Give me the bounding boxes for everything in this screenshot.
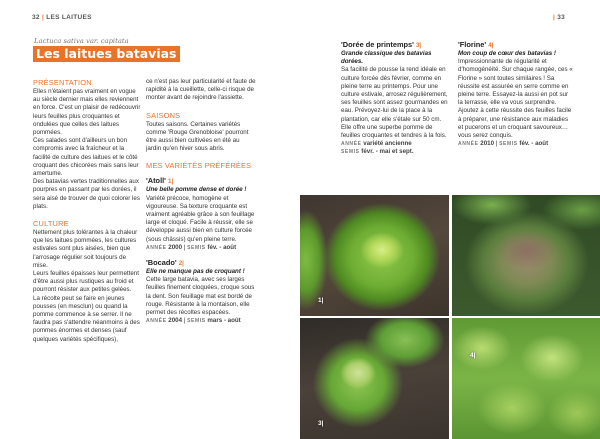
photo-ref: 4| <box>488 42 494 49</box>
photo-ref: 2| <box>178 260 184 268</box>
section-heading-saisons: SAISONS <box>146 110 181 120</box>
text-column-2 <box>146 78 256 325</box>
section-heading-presentation: PRÉSENTATION <box>33 78 92 87</box>
paragraph: Ces salades sont d'ailleurs un bon compromis avec la fraîcheur et la facilité de culture des laitues et le côté croquant des chicorées mais sans leur amertume. <box>33 137 139 178</box>
variety-name: 'Bocado' 2| <box>146 258 184 268</box>
photo-lettuce-atoll <box>300 195 449 316</box>
photo-label: 1| <box>318 297 324 304</box>
variety-name: 'Florine' 4| <box>458 40 494 49</box>
variety-tagline: Elle ne manque pas de croquant ! <box>146 268 245 276</box>
paragraph: Elles n'étaient pas vraiment en vogue au siècle dernier mais elles reviennent en force. C'est un plaisir de redécouvrir leurs feuilles plus croquantes et ondulées que celles des laitues pommées. <box>33 88 141 137</box>
variety-description: Sa facilité de pousse la rend idéale en culture forcée dès février, comme en pleine terre au printemps. Pour une culture estivale, arrosez régulièrement, ses feuilles sont assez gourmandes en eau. Prévoyez-lui de la place à la plantation, car elle s'étale sur 50 cm. Elle offre une superbe pomme de feuilles croquantes et tendres à la fois. <box>341 66 448 140</box>
photo-label: 3| <box>318 420 324 427</box>
latin-name: Lactuca sativa var. capitata <box>34 37 129 45</box>
folio-separator: | <box>553 14 556 21</box>
variety-name: 'Dorée de printemps' 3| <box>341 40 422 49</box>
photo-ref: 3| <box>415 42 422 49</box>
section-heading-culture: CULTURE <box>33 219 69 229</box>
page-number: 33 <box>557 14 566 21</box>
variety-atoll <box>146 176 256 252</box>
variety-description: Variété précoce, homogène et vigoureuse. Sa texture croquante est vraiment agréable grâce à son feuillage large et cloqué. Facile à réussir, elle se développe aussi bien en culture forcée (sous châssis) qu'en pleine terre. <box>146 194 255 243</box>
photo-lettuce-doree-de-printemps <box>300 318 449 439</box>
variety-meta: ANNÉE 2000 | SEMIS fév. - août <box>146 243 237 251</box>
variety-tagline: Une belle pomme dense et dorée ! <box>146 186 247 194</box>
paragraph: Leurs feuilles épaisses leur permettent d'être aussi plus rustiques au froid et pourront résister aux petites gelées. <box>33 270 139 294</box>
variety-meta: ANNÉE 2004 | SEMIS mars - août <box>146 317 241 325</box>
text-column-1 <box>33 78 141 344</box>
variety-meta-semis: SEMIS févr. - mai et sept. <box>341 148 414 156</box>
page-number: 32 <box>32 14 40 21</box>
paragraph: Des batavias vertes traditionnelles aux pourpres en passant par les dorées, il sera aisé de trouver de quoi colorer les plats. <box>33 178 140 210</box>
paragraph: La récolte peut se faire en jeunes pousses (en mesclun) ou quand la pomme commence à se serrer. Il ne faudra pas s'attendre néanmoins à des pommes énormes et denses (sauf quelques variétés spécifiques), <box>33 294 140 343</box>
section-heading-varieties: MES VARIÉTÉS PRÉFÉRÉES <box>146 161 252 171</box>
paragraph: ce n'est pas leur particularité et faute de rapidité à la cueillette, celle-ci risque de monter avant de rejoindre l'assiette. <box>146 78 256 102</box>
page-folio-left <box>32 14 92 21</box>
variety-meta-annee: ANNÉE variété ancienne <box>341 140 412 148</box>
photo-label: 4| <box>470 352 476 359</box>
variety-description: Cette large batavia, avec ses larges feuilles finement cloquées, croque sous la dent. Son feuillage mat est bordé de rouge. Résistante à la montaison, elle permet des récoltes espacées. <box>146 276 255 317</box>
variety-doree-de-printemps <box>341 40 451 157</box>
photo-ref: 1| <box>168 178 174 186</box>
variety-tagline: Mon coup de cœur des batavias ! <box>458 50 556 57</box>
variety-florine <box>458 40 573 148</box>
text-column-4 <box>458 40 573 148</box>
page-folio-right <box>553 14 565 21</box>
variety-description: Impressionnante de régularité et d'homogénéité. Sur chaque rangée, ces « Florine » sont toutes similaires ! Sa réussite est assurée en serre comme en pleine terre. Essayez-la aussi en pot sur la terrasse, elle va vous surprendre. Ajoutez à cette réussite des feuilles facile à préparer, une résistance aux maladies et pucerons et un croquant savoureux… vous serez conquis. <box>458 58 573 140</box>
photo-lettuce-bocado <box>452 195 600 316</box>
variety-name: 'Atoll' 1| <box>146 176 174 186</box>
variety-meta: ANNÉE 2010 | SEMIS fév. - août <box>458 140 549 148</box>
paragraph: Nettement plus tolérantes à la chaleur que les laitues pommées, les cultures estivales sont plus aisées, bien que l'arrosage régulier soit toujours de mise. <box>33 229 138 269</box>
running-head: LES LAITUES <box>46 14 92 21</box>
photo-lettuce-florine <box>452 318 600 439</box>
paragraph: Toutes saisons. Certaines variétés comme 'Rouge Grenobloise' pourront être aussi bien cultivées en été au jardin qu'en hiver sous abris. <box>146 120 249 153</box>
variety-tagline: Grande classique des batavias dorées. <box>341 50 432 66</box>
text-column-3 <box>341 40 451 157</box>
chapter-title: Les laitues batavias <box>33 46 180 62</box>
variety-bocado <box>146 258 256 325</box>
folio-separator: | <box>41 14 45 21</box>
